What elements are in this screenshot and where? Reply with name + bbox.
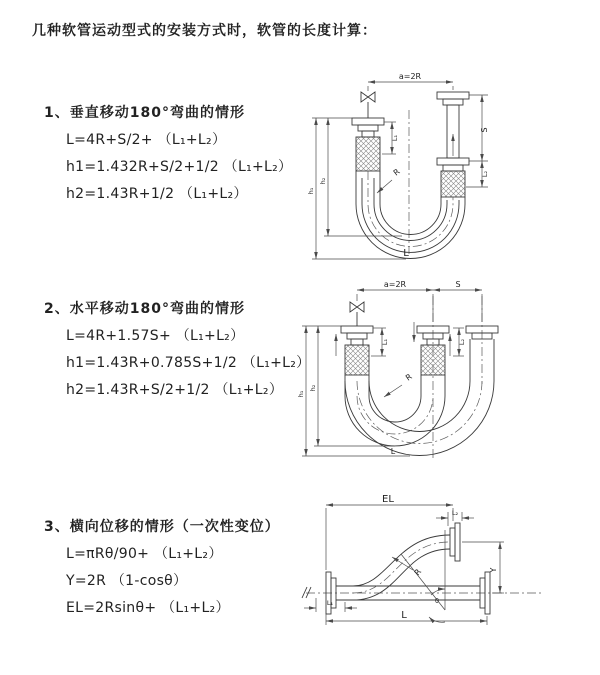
dim-label-l1: L₁ [381, 338, 389, 346]
angle-construction [401, 530, 445, 622]
dim-label-l2: L₂ [481, 170, 489, 178]
dimension-y [462, 542, 504, 593]
section-lateral-displacement [44, 516, 329, 626]
dim-label-l1: L₁ [391, 134, 399, 142]
dim-label-s: S [455, 280, 461, 289]
length-label: L [390, 447, 396, 456]
hose-u-curves [345, 375, 494, 456]
formula-line: EL=2Rsinθ+ （L₁+L₂） [66, 600, 230, 616]
middle-pipe-fitting [414, 322, 450, 375]
radius-callout [377, 167, 402, 193]
angle-label: θ [435, 597, 439, 605]
dimension-a2r [357, 280, 482, 322]
centerline [302, 587, 543, 598]
valve-symbol [361, 92, 375, 118]
dim-label-a2r: a=2R [398, 72, 422, 81]
dim-label-h2: h₂ [309, 384, 317, 392]
section-vertical-bend [44, 102, 329, 212]
dimension-h2 [319, 118, 402, 236]
dimension-l2 [453, 328, 466, 356]
formula-line: h1=1.43R+0.785S+1/2 （L₁+L₂） [66, 355, 311, 371]
formula-line: h2=1.43R+1/2 （L₁+L₂） [66, 186, 248, 202]
centerlines [433, 296, 482, 458]
dimension-el [326, 494, 453, 570]
formula-line: L=4R+1.57S+ （L₁+L₂） [66, 328, 245, 344]
dimension-l1 [382, 122, 399, 154]
section-1-heading: 1、垂直移动180°弯曲的情形 [44, 105, 245, 121]
radius-callout [392, 557, 423, 577]
valve-symbol [350, 302, 364, 326]
diagram-lateral-displacement [298, 490, 598, 660]
dim-label-h1: h₁ [297, 390, 305, 398]
dimension-s [469, 95, 489, 161]
dim-label-el: EL [382, 494, 394, 505]
diagram-horizontal-bend [298, 276, 598, 466]
section-2-heading: 2、水平移动180°弯曲的情形 [44, 301, 245, 317]
radius-callout [384, 372, 414, 397]
formula-line: h2=1.43R+S/2+1/2 （L₁+L₂） [66, 382, 284, 398]
dim-label-l1: L₁ [326, 599, 334, 607]
length-label: L [403, 248, 409, 259]
pipe-break-mark [302, 587, 311, 598]
length-label: L [401, 610, 407, 621]
dim-label-y: Y [489, 567, 498, 573]
dim-label-s: S [480, 127, 489, 133]
dim-label-h1: h₁ [307, 187, 315, 195]
dimension-l2 [466, 161, 489, 187]
page-title: 几种软管运动型式的安装方式时，软管的长度计算： [32, 23, 377, 39]
diagram-vertical-bend [306, 66, 598, 262]
dim-label-h2: h₂ [319, 177, 327, 185]
formula-line: L=πRθ/90+ （L₁+L₂） [66, 546, 223, 562]
section-3-heading: 3、横向位移的情形（一次性变位） [44, 519, 280, 535]
left-pipe-fitting [336, 326, 373, 375]
dimension-a2r [368, 72, 453, 91]
radius-label: R [412, 567, 424, 578]
dim-label-a2r: a=2R [383, 280, 407, 289]
dimension-l1 [371, 328, 389, 356]
dim-label-l2: L₂ [451, 509, 459, 517]
formula-line: h1=1.432R+S/2+1/2 （L₁+L₂） [66, 159, 293, 175]
left-pipe-fitting [352, 118, 384, 171]
radius-label: R [403, 372, 414, 383]
radius-label: R [391, 167, 402, 178]
formula-line: L=4R+S/2+ （L₁+L₂） [66, 132, 227, 148]
right-pipe-fitting [437, 92, 469, 197]
section-horizontal-bend [44, 298, 329, 408]
dimension-l [326, 610, 487, 625]
formula-line: Y=2R （1-cosθ） [66, 573, 188, 589]
dim-label-l2: L₂ [458, 338, 466, 346]
